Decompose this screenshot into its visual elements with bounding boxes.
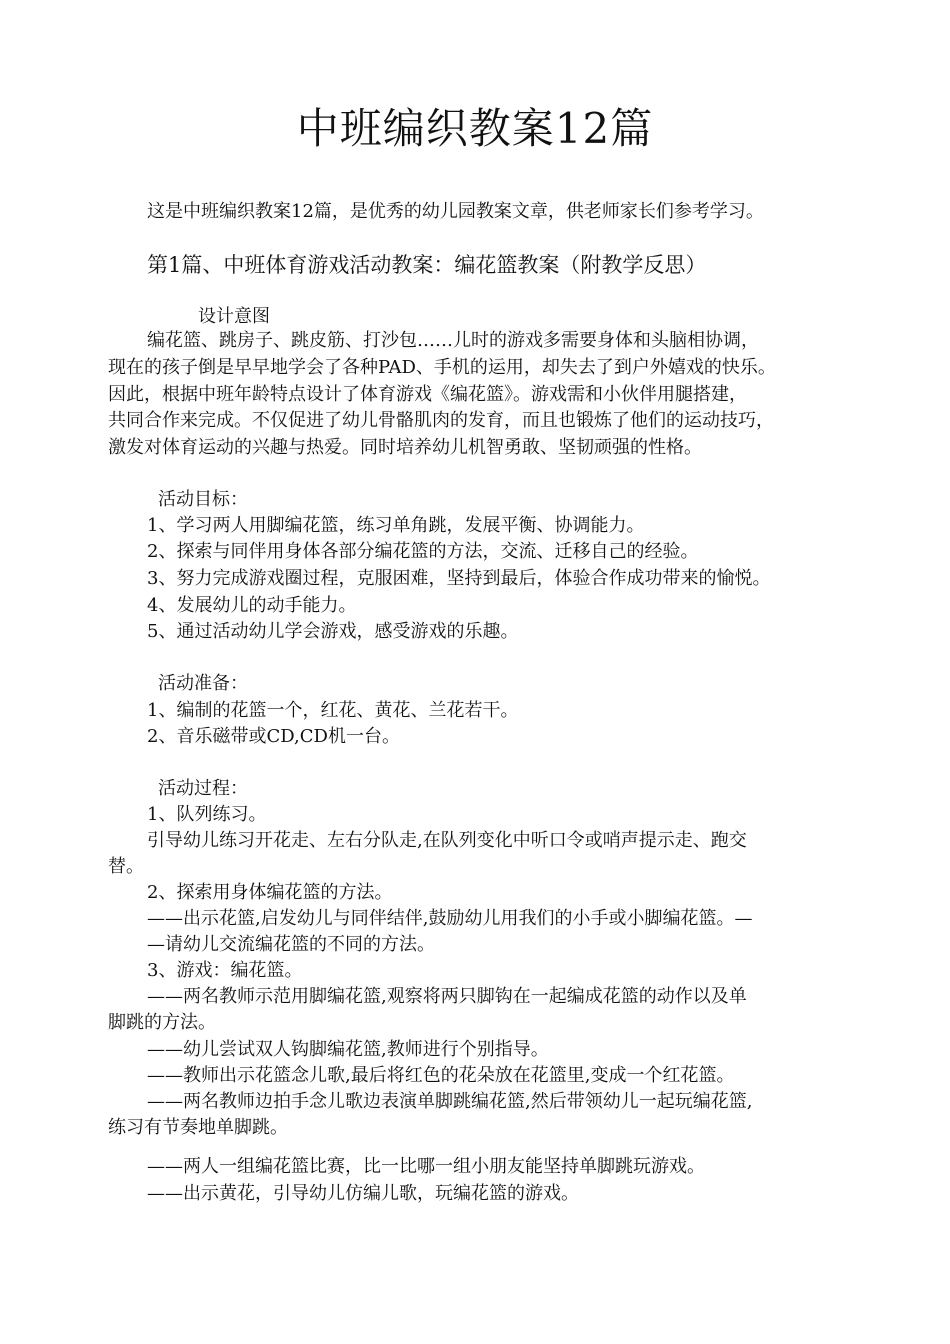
process-line: 脚跳的方法。 [108,1012,216,1033]
process-line: ——出示花篮,启发幼儿与同伴结伴,鼓励幼儿用我们的小手或小脚编花篮。— [147,908,753,929]
process-line: ——教师出示花篮念儿歌,最后将红色的花朵放在花篮里,变成一个红花篮。 [147,1065,735,1086]
process-line: ——两名教师边拍手念儿歌边表演单脚跳编花篮,然后带领幼儿一起玩编花篮, [147,1091,753,1112]
goal-item: 4、发展幼儿的动手能力。 [147,595,357,616]
design-line: 现在的孩子倒是早早地学会了各种PAD、手机的运用，却失去了到户外嬉戏的快乐。 [108,357,776,378]
design-line: 因此，根据中班年龄特点设计了体育游戏《编花篮》。游戏需和小伙伴用腿搭建， [108,384,747,405]
goal-item: 3、努力完成游戏圈过程，克服困难，坚持到最后，体验合作成功带来的愉悦。 [147,568,771,589]
process-line: ——出示黄花，引导幼儿仿编儿歌，玩编花篮的游戏。 [147,1183,579,1204]
design-intent-label: 设计意图 [198,306,270,327]
process-line: ——两名教师示范用脚编花篮,观察将两只脚钩在一起编成花篮的动作以及单 [147,986,747,1007]
process-line: 1、队列练习。 [147,804,267,825]
process-label: 活动过程： [158,778,248,799]
process-line: 练习有节奏地单脚跳。 [108,1117,288,1138]
prep-item: 1、编制的花篮一个，红花、黄花、兰花若干。 [147,700,519,721]
process-line: ——幼儿尝试双人钩脚编花篮,教师进行个别指导。 [147,1039,549,1060]
design-line: 编花篮、跳房子、跳皮筋、打沙包……儿时的游戏多需要身体和头脑相协调， [147,330,759,351]
process-line: —请幼儿交流编花篮的不同的方法。 [147,934,435,955]
process-line: ——两人一组编花篮比赛，比一比哪一组小朋友能坚持单脚跳玩游戏。 [147,1156,705,1177]
intro-paragraph: 这是中班编织教案12篇，是优秀的幼儿园教案文章，供老师家长们参考学习。 [147,201,764,222]
process-line: 引导幼儿练习开花走、左右分队走,在队列变化中听口令或哨声提示走、跑交 [147,830,747,851]
process-line: 3、游戏：编花篮。 [147,960,303,981]
chapter-heading: 第1篇、中班体育游戏活动教案：编花篮教案（附教学反思） [147,253,707,277]
goals-label: 活动目标： [158,489,248,510]
design-line: 共同合作来完成。不仅促进了幼儿骨骼肌肉的发育，而且也锻炼了他们的运动技巧， [108,410,774,431]
goal-item: 5、通过活动幼儿学会游戏，感受游戏的乐趣。 [147,621,519,642]
prep-label: 活动准备： [158,673,248,694]
prep-item: 2、音乐磁带或CD,CD机一台。 [147,726,400,747]
process-line: 2、探索用身体编花篮的方法。 [147,882,393,903]
document-title: 中班编织教案12篇 [296,104,654,153]
goal-item: 1、学习两人用脚编花篮，练习单角跳，发展平衡、协调能力。 [147,515,645,536]
goal-item: 2、探索与同伴用身体各部分编花篮的方法，交流、迁移自己的经验。 [147,541,699,562]
design-line: 激发对体育运动的兴趣与热爱。同时培养幼儿机智勇敢、坚韧顽强的性格。 [108,437,702,458]
process-line: 替。 [108,856,144,877]
